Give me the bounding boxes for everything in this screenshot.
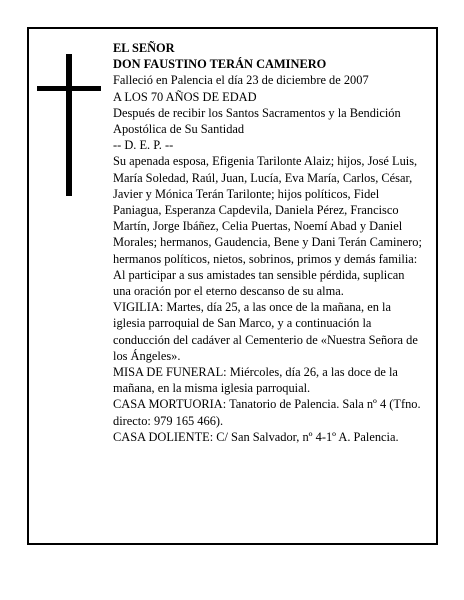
prayer-request: Al participar a sus amistades tan sensible pérdida, suplican una oración por el eterno descanso de su alma. bbox=[113, 267, 405, 299]
dep-line: -- D. E. P. -- bbox=[113, 138, 174, 153]
death-notice: Falleció en Palencia el día 23 de diciembre de 2007 bbox=[113, 73, 369, 88]
age-notice: A LOS 70 AÑOS DE EDAD bbox=[113, 89, 257, 104]
sacraments-notice: Después de recibir los Santos Sacramentos y la Bendición Apostólica de Su Santidad bbox=[113, 105, 401, 137]
header-line-1: EL SEÑOR bbox=[113, 41, 175, 55]
deceased-name: DON FAUSTINO TERÁN CAMINERO bbox=[113, 57, 327, 72]
mortuary-info: CASA MORTUORIA: Tanatorio de Palencia. Sala nº 4 (Tfno. directo: 979 165 466). bbox=[113, 397, 421, 428]
cross-horizontal-bar bbox=[37, 86, 101, 91]
funeral-mass-info: MISA DE FUNERAL: Miércoles, día 26, a las doce de la mañana, en la misma iglesia parroquial. bbox=[113, 365, 398, 396]
obituary-text bbox=[113, 40, 425, 445]
family-list: Su apenada esposa, Efigenia Tarilonte Alaiz; hijos, José Luis, María Soledad, Raúl, Juan, Lucía, Eva María, Carlos, César, Javier y Mónica Terán Tarilonte; hijos políticos, Fidel Paniagua, Esperanza Capdevila, Daniela Pérez, Francisco Martín, Jorge Ibáñez, Celia Puertas, Noemí Abad y Daniel Morales; hermanos, Gaudencia, Bene y Dani Terán Caminero; hermanos políticos, nietos, sobrinos, primos y demás familia: bbox=[113, 154, 422, 266]
home-info: CASA DOLIENTE: C/ San Salvador, nº 4-1º A. Palencia. bbox=[113, 429, 399, 444]
cross-vertical-bar bbox=[66, 54, 72, 196]
vigil-info: VIGILIA: Martes, día 25, a las once de la mañana, en la iglesia parroquial de San Marco, y a continuación la conducción del cadáver al Cementerio de «Nuestra Señora de los Ángeles». bbox=[113, 300, 418, 363]
